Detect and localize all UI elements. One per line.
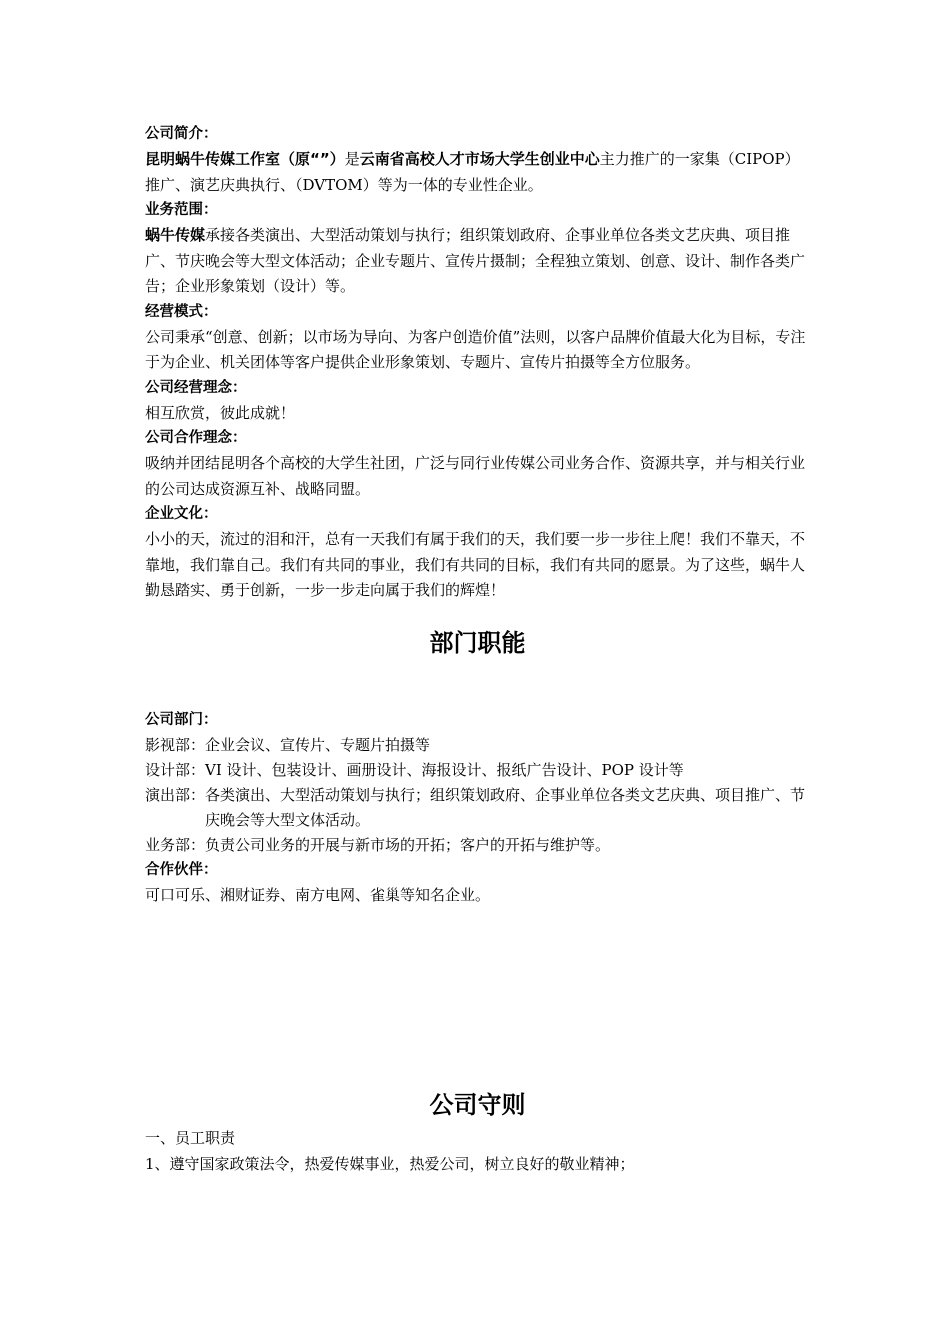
dept-row (145, 783, 810, 833)
culture-heading: 企业文化： (145, 506, 218, 522)
philosophy-paragraph: 相互欣赏，彼此成就！ (145, 403, 296, 422)
brand-name: 蜗牛传媒 (145, 226, 206, 244)
dept-section-title: 部门职能 (429, 628, 526, 657)
dept-name: 演出部： (145, 785, 206, 804)
dept-desc: VI 设计、包装设计、画册设计、海报设计、报纸广告设计、POP 设计等 (205, 760, 684, 779)
dept-name: 设计部： (145, 760, 206, 779)
dept-desc: 负责公司业务的开展与新市场的开拓；客户的开拓与维护等。 (205, 835, 611, 854)
rules-section-heading: 一、员工职责 (145, 1129, 236, 1147)
dept-heading: 公司部门： (145, 711, 218, 728)
intro-heading: 公司简介： (145, 126, 218, 142)
company-name: 昆明蜗牛传媒工作室（原“”） (145, 150, 345, 168)
rules-section-title: 公司守则 (429, 1091, 526, 1119)
cooperation-heading: 公司合作理念： (145, 430, 247, 446)
dept-desc: 企业会议、宣传片、专题片拍摄等 (205, 735, 431, 754)
philosophy-heading: 公司经营理念： (145, 379, 247, 396)
intro-paragraph (145, 147, 810, 198)
partners-heading: 合作伙伴： (145, 861, 218, 878)
dept-name: 影视部： (145, 735, 206, 754)
dept-row (145, 733, 810, 758)
scope-text: 承接各类演出、大型活动策划与执行；组织策划政府、企事业单位各类文艺庆典、项目推广、节庆晚会等大型文体活动；企业专题片、宣传片摄制；全程独立策划、创意、设计、制作各类广告；企业形象策划（设计）等。 (145, 226, 806, 295)
intro-rest: 主力推广的一家集（CIPOP）推广、演艺庆典执行、（DVTOM）等为一体的专业性企业。 (145, 150, 800, 194)
dept-desc: 各类演出、大型活动策划与执行；组织策划政府、企事业单位各类文艺庆典、项目推广、节庆晚会等大型文体活动。 (205, 785, 806, 829)
cooperation-paragraph: 吸纳并团结昆明各个高校的大学生社团，广泛与同行业传媒公司业务合作、资源共享，并与相关行业的公司达成资源互补、战略同盟。 (145, 454, 806, 498)
dept-name: 业务部： (145, 835, 206, 854)
rules-item: 1、遵守国家政策法令，热爱传媒事业，热爱公司，树立良好的敬业精神； (145, 1154, 635, 1173)
document-page (145, 122, 810, 1177)
dept-row (145, 758, 810, 783)
scope-heading: 业务范围： (145, 202, 218, 218)
culture-paragraph: 小小的天，流过的泪和汗，总有一天我们有属于我们的天，我们要一步一步往上爬！我们不靠天，不靠地，我们靠自己。我们有共同的事业，我们有共同的目标，我们有共同的愿景。为了这些，蜗牛人勤恳踏实、勇于创新，一步一步走向属于我们的辉煌！ (145, 530, 806, 599)
intro-verb: 是 (344, 150, 360, 168)
mode-paragraph: 公司秉承“创意、创新；以市场为导向、为客户创造价值”法则，以客户品牌价值最大化为目标，专注于为企业、机关团体等客户提供企业形象策划、专题片、宣传片拍摄等全方位服务。 (145, 327, 806, 371)
partners-paragraph: 可口可乐、湘财证券、南方电网、雀巢等知名企业。 (145, 885, 491, 904)
center-name: 云南省高校人才市场大学生创业中心 (359, 150, 600, 168)
dept-row (145, 833, 810, 858)
scope-paragraph (145, 223, 810, 300)
mode-heading: 经营模式： (145, 303, 218, 320)
